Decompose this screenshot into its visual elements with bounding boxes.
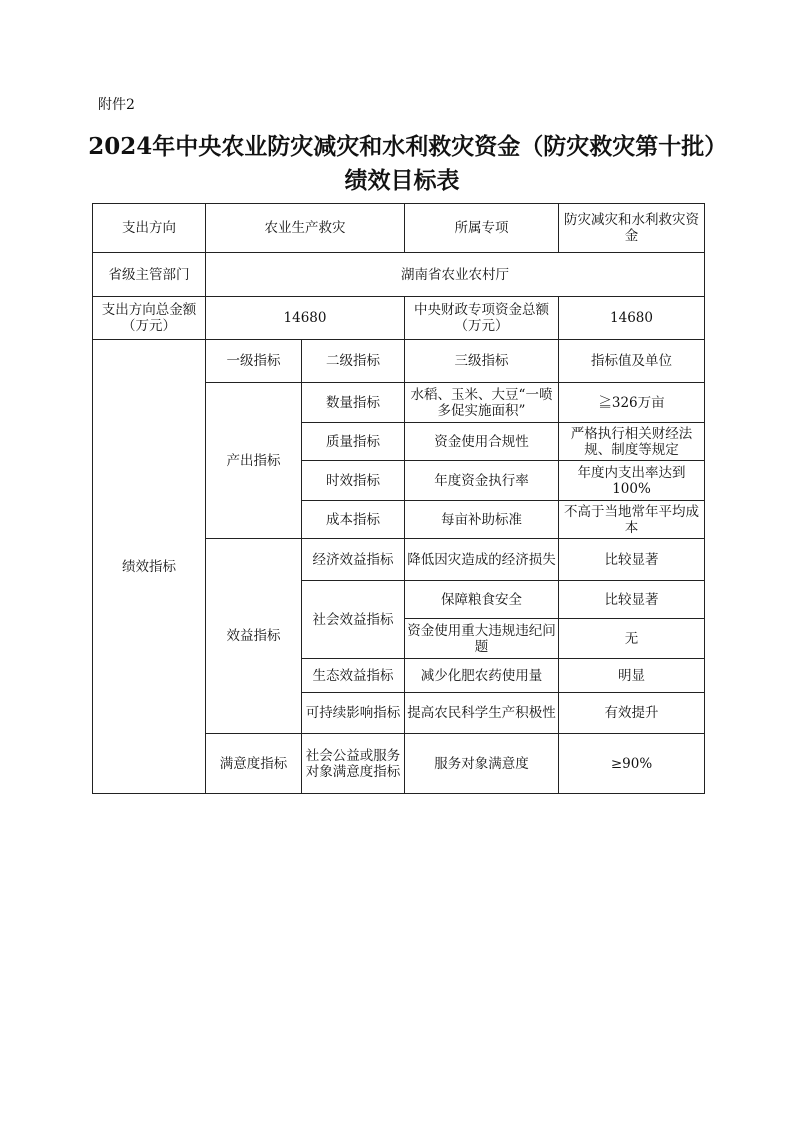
performance-target-table (92, 203, 705, 794)
value-cell: ≧326万亩 (559, 383, 705, 423)
value-unit-header: 指标值及单位 (559, 340, 705, 383)
value-cell: ≥90% (559, 734, 705, 794)
attachment-label: 附件2 (98, 97, 135, 113)
direction-label: 支出方向 (93, 204, 206, 253)
value-cell: 年度内支出率达到100% (559, 461, 705, 501)
level3-cell: 保障粮食安全 (405, 581, 559, 619)
level2-header: 二级指标 (302, 340, 405, 383)
table-row (93, 297, 705, 340)
level3-cell: 降低因灾造成的经济损失 (405, 539, 559, 581)
level2-cell: 社会效益指标 (302, 581, 405, 659)
total-label: 支出方向总金额（万元） (93, 297, 206, 340)
value-cell: 不高于当地常年平均成本 (559, 501, 705, 539)
benefit-indicator-label: 效益指标 (206, 539, 302, 734)
special-value: 防灾减灾和水利救灾资金 (559, 204, 705, 253)
level3-cell: 提高农民科学生产积极性 (405, 693, 559, 734)
level2-cell: 质量指标 (302, 423, 405, 461)
level1-header: 一级指标 (206, 340, 302, 383)
level3-cell: 减少化肥农药使用量 (405, 659, 559, 693)
level2-cell: 生态效益指标 (302, 659, 405, 693)
output-indicator-label: 产出指标 (206, 383, 302, 539)
total-value: 14680 (206, 297, 405, 340)
value-cell: 明显 (559, 659, 705, 693)
level2-cell: 成本指标 (302, 501, 405, 539)
level3-header: 三级指标 (405, 340, 559, 383)
level2-cell: 经济效益指标 (302, 539, 405, 581)
level3-cell: 每亩补助标准 (405, 501, 559, 539)
level2-cell: 可持续影响指标 (302, 693, 405, 734)
value-cell: 无 (559, 619, 705, 659)
level2-cell: 社会公益或服务对象满意度指标 (302, 734, 405, 794)
level3-cell: 年度资金执行率 (405, 461, 559, 501)
dept-label: 省级主管部门 (93, 253, 206, 297)
value-cell: 严格执行相关财经法规、制度等规定 (559, 423, 705, 461)
central-label: 中央财政专项资金总额（万元） (405, 297, 559, 340)
table-row (93, 253, 705, 297)
page-title: 2024年中央农业防灾减灾和水利救灾资金（防灾救灾第十批）绩效目标表 (88, 133, 716, 194)
perf-indicator-label: 绩效指标 (93, 340, 206, 794)
dept-value: 湖南省农业农村厅 (206, 253, 705, 297)
level2-cell: 数量指标 (302, 383, 405, 423)
direction-value: 农业生产救灾 (206, 204, 405, 253)
table-row (93, 204, 705, 253)
level3-cell: 资金使用重大违规违纪问题 (405, 619, 559, 659)
level2-cell: 时效指标 (302, 461, 405, 501)
value-cell: 比较显著 (559, 539, 705, 581)
central-value: 14680 (559, 297, 705, 340)
level3-cell: 水稻、玉米、大豆“一喷多促实施面积” (405, 383, 559, 423)
value-cell: 比较显著 (559, 581, 705, 619)
value-cell: 有效提升 (559, 693, 705, 734)
table-row (93, 340, 705, 383)
level3-cell: 资金使用合规性 (405, 423, 559, 461)
special-label: 所属专项 (405, 204, 559, 253)
satisfaction-indicator-label: 满意度指标 (206, 734, 302, 794)
level3-cell: 服务对象满意度 (405, 734, 559, 794)
